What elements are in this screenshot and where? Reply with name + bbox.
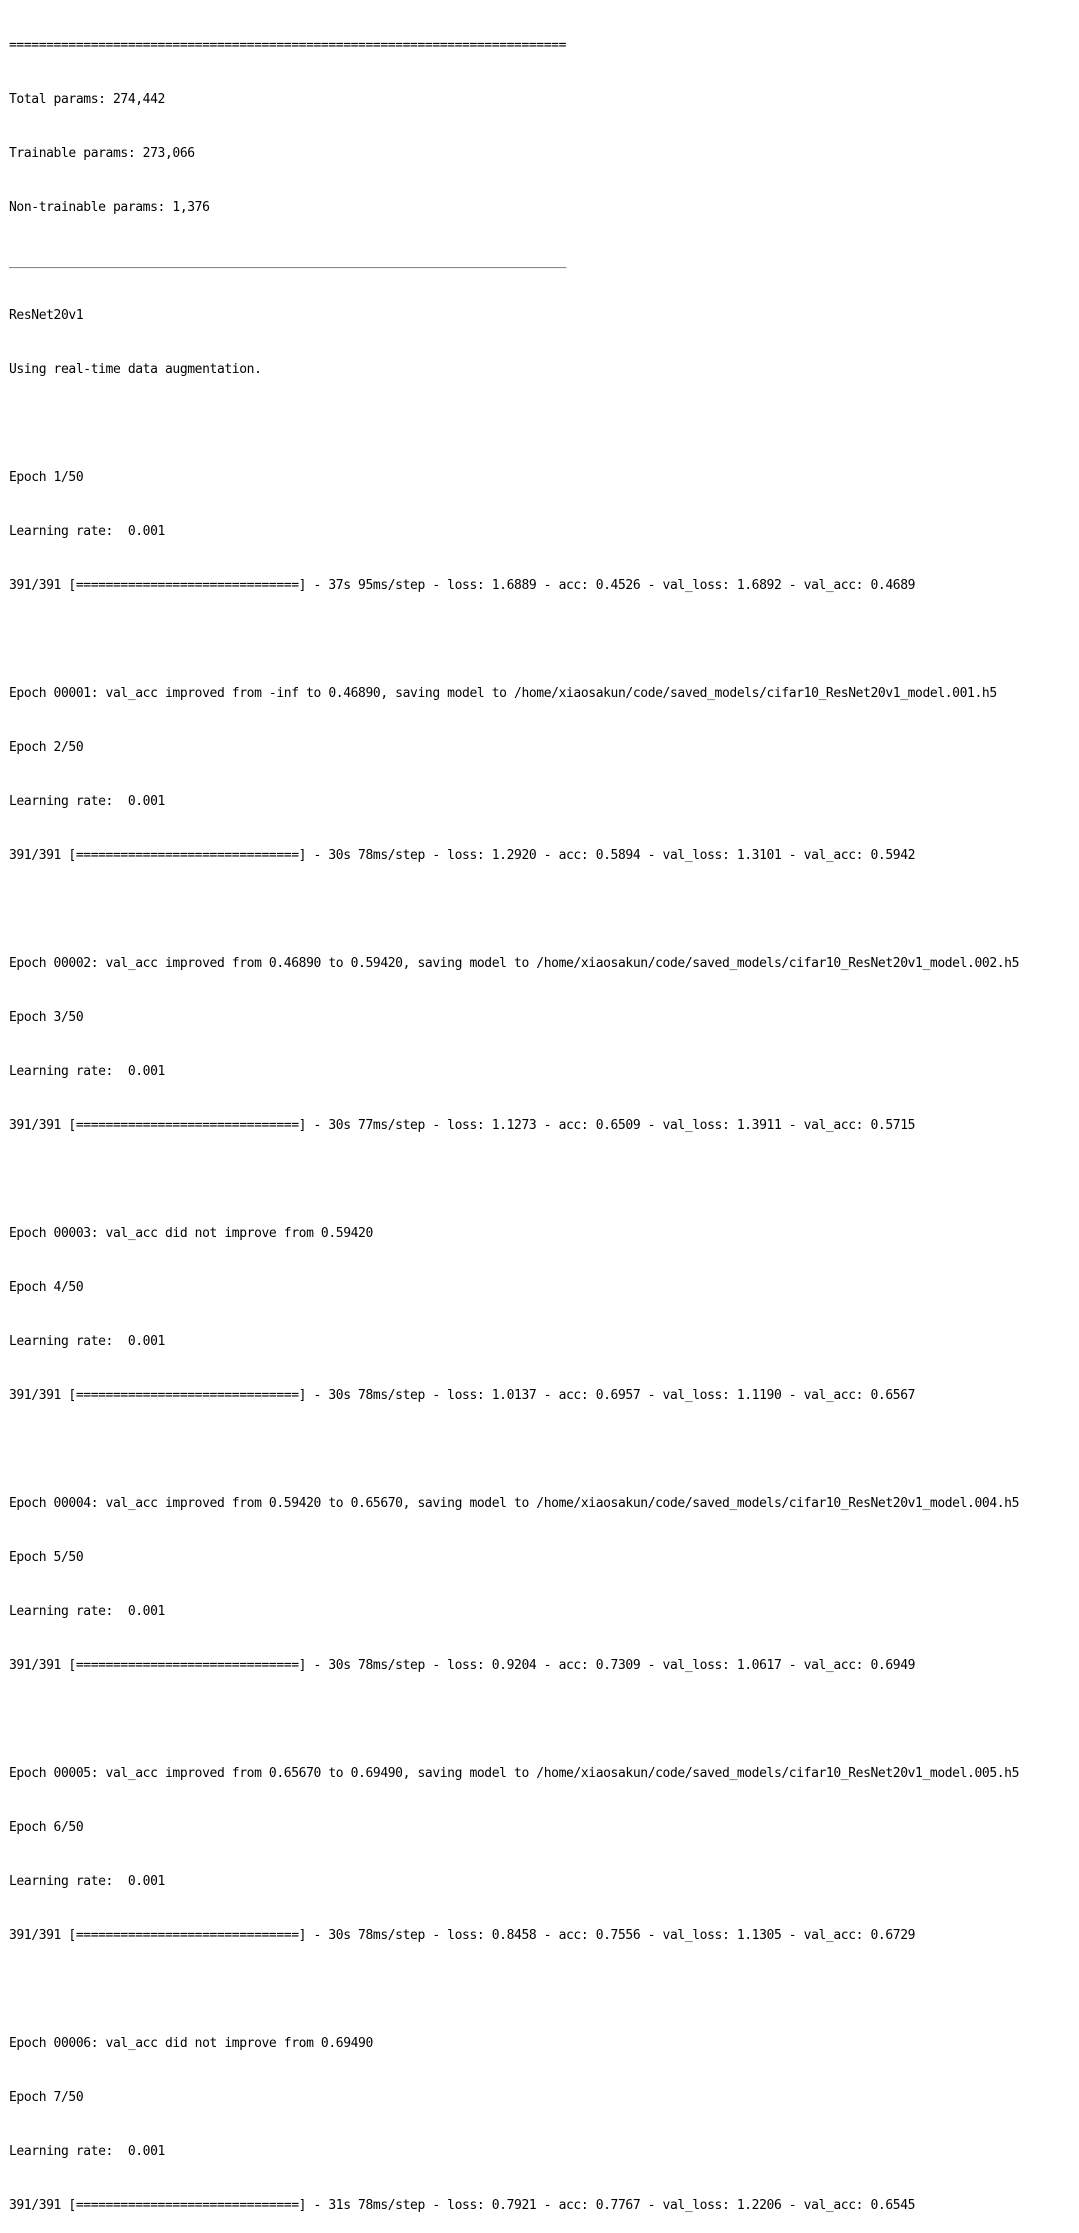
console-line: Learning rate: 0.001 xyxy=(9,1604,165,1619)
console-line: Epoch 5/50 xyxy=(9,1550,84,1565)
console-line: ResNet20v1 xyxy=(9,308,84,323)
console-line: Epoch 4/50 xyxy=(9,1280,84,1295)
console-line xyxy=(9,1711,1075,1729)
console-line xyxy=(9,1171,1075,1189)
console-line: 391/391 [==============================] - 37s 95ms/step - loss: 1.6889 - acc: 0.4526 - val_loss: 1.6892 - val_acc: 0.4689 xyxy=(9,578,916,593)
console-output[interactable] xyxy=(9,1,1075,2213)
console-line: Learning rate: 0.001 xyxy=(9,2144,165,2159)
console-line: Total params: 274,442 xyxy=(9,92,165,107)
console-line xyxy=(9,1981,1075,1999)
console-line: ___________________________________________________________________________ xyxy=(9,254,566,269)
console-line: Learning rate: 0.001 xyxy=(9,1334,165,1349)
console-line: 391/391 [==============================] - 31s 78ms/step - loss: 0.7921 - acc: 0.7767 - val_loss: 1.2206 - val_acc: 0.6545 xyxy=(9,2198,916,2213)
console-line: Epoch 00001: val_acc improved from -inf to 0.46890, saving model to /home/xiaosakun/code/saved_models/cifar10_ResNet20v1_model.001.h5 xyxy=(9,686,997,701)
console-line: Learning rate: 0.001 xyxy=(9,1874,165,1889)
console-line: Learning rate: 0.001 xyxy=(9,524,165,539)
console-line: Epoch 00006: val_acc did not improve from 0.69490 xyxy=(9,2036,373,2051)
console-line: =========================================================================== xyxy=(9,38,566,53)
console-line: Epoch 3/50 xyxy=(9,1010,84,1025)
console-line xyxy=(9,1441,1075,1459)
console-line: Epoch 00005: val_acc improved from 0.65670 to 0.69490, saving model to /home/xiaosakun/code/saved_models/cifar10_ResNet20v1_model.005.h5 xyxy=(9,1766,1020,1781)
console-line: 391/391 [==============================] - 30s 78ms/step - loss: 1.2920 - acc: 0.5894 - val_loss: 1.3101 - val_acc: 0.5942 xyxy=(9,848,916,863)
console-line: 391/391 [==============================] - 30s 78ms/step - loss: 0.9204 - acc: 0.7309 - val_loss: 1.0617 - val_acc: 0.6949 xyxy=(9,1658,916,1673)
console-line: Epoch 7/50 xyxy=(9,2090,84,2105)
console-line: Using real-time data augmentation. xyxy=(9,362,262,377)
console-line: Epoch 00003: val_acc did not improve from 0.59420 xyxy=(9,1226,373,1241)
console-line xyxy=(9,631,1075,649)
console-line: Epoch 00004: val_acc improved from 0.59420 to 0.65670, saving model to /home/xiaosakun/code/saved_models/cifar10_ResNet20v1_model.004.h5 xyxy=(9,1496,1020,1511)
console-line: Epoch 1/50 xyxy=(9,470,84,485)
console-line xyxy=(9,415,1075,433)
console-line: Epoch 2/50 xyxy=(9,740,84,755)
console-line: 391/391 [==============================] - 30s 77ms/step - loss: 1.1273 - acc: 0.6509 - val_loss: 1.3911 - val_acc: 0.5715 xyxy=(9,1118,916,1133)
console-line xyxy=(9,901,1075,919)
console-line: Learning rate: 0.001 xyxy=(9,794,165,809)
console-line: 391/391 [==============================] - 30s 78ms/step - loss: 0.8458 - acc: 0.7556 - val_loss: 1.1305 - val_acc: 0.6729 xyxy=(9,1928,916,1943)
console-line: Trainable params: 273,066 xyxy=(9,146,195,161)
console-line: Non-trainable params: 1,376 xyxy=(9,200,210,215)
console-line: Epoch 00002: val_acc improved from 0.46890 to 0.59420, saving model to /home/xiaosakun/code/saved_models/cifar10_ResNet20v1_model.002.h5 xyxy=(9,956,1020,971)
console-line: Learning rate: 0.001 xyxy=(9,1064,165,1079)
console-line: Epoch 6/50 xyxy=(9,1820,84,1835)
console-line: 391/391 [==============================] - 30s 78ms/step - loss: 1.0137 - acc: 0.6957 - val_loss: 1.1190 - val_acc: 0.6567 xyxy=(9,1388,916,1403)
